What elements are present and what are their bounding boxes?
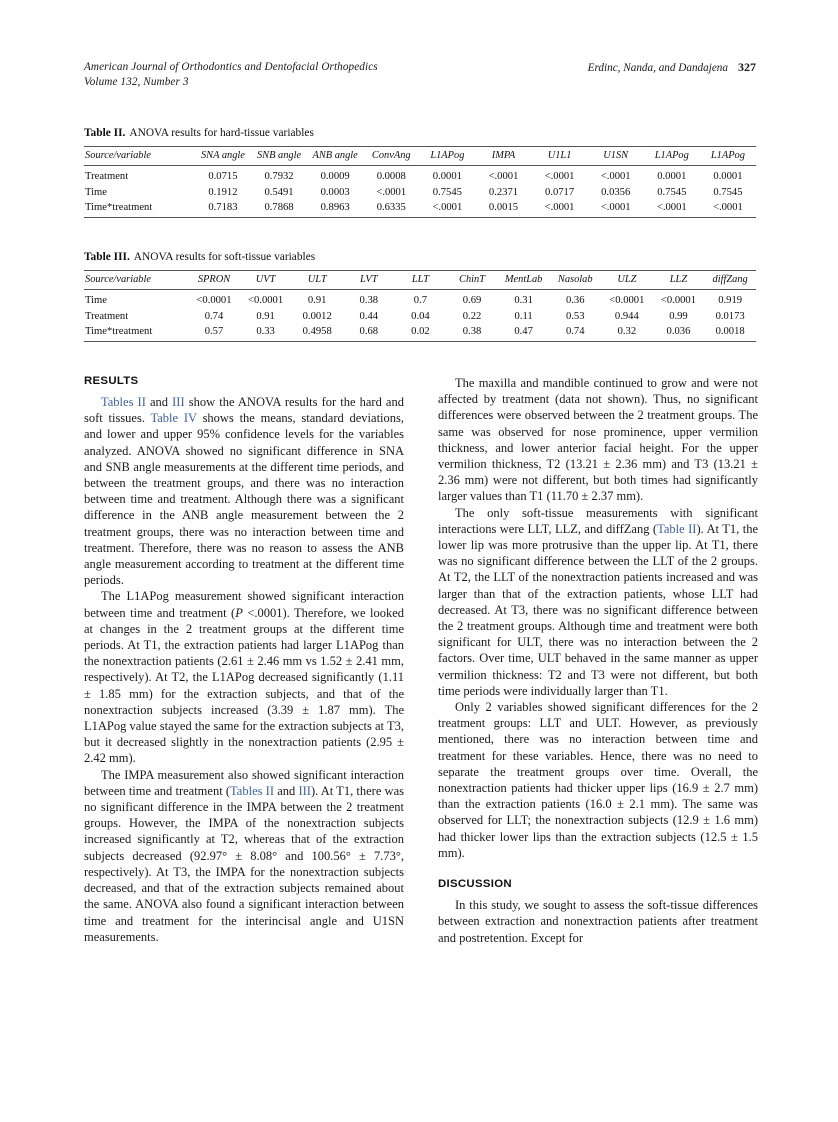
- table-2-block: [84, 126, 756, 218]
- table-3-header-row: [84, 271, 756, 290]
- p-value-cell: 0.944: [614, 310, 639, 322]
- table-2-number: Table II.: [84, 127, 126, 139]
- xref-table-3[interactable]: III: [172, 395, 185, 409]
- row-source-label: Time: [85, 295, 107, 306]
- row-source-label: Time: [85, 186, 107, 198]
- volume-issue: Volume 132, Number 3: [84, 76, 189, 88]
- page-number: 327: [738, 60, 756, 74]
- p-value-cell: <0.0001: [660, 295, 697, 306]
- p-value-cell: 0.99: [669, 310, 688, 322]
- results-p5-head: The only soft-tissue measurements with significant interactions were LLT, LLZ, and diffZang (: [438, 505, 758, 536]
- p-value-cell: 0.0715: [208, 171, 238, 182]
- discussion-heading: DISCUSSION: [438, 878, 512, 891]
- xref-table-4[interactable]: Table IV: [150, 411, 197, 426]
- p-value-cell: 0.0173: [715, 310, 745, 322]
- table2-header-l1apog: L1APog: [700, 147, 756, 166]
- table-3-number: Table III.: [84, 251, 130, 263]
- table2-header-convang: ConvAng: [363, 147, 419, 166]
- p-value-cell: 0.22: [462, 310, 482, 322]
- xref-table-2-c[interactable]: Table II: [657, 521, 697, 536]
- results-paragraph-6: Only 2 variables showed significant differences for the 2 treatment groups: LLT and ULT. However, as previously mentioned, there was no interaction between time and treatment for these variables. Hence, there was no need to separate the treatment groups over time. Overall, the nonextraction patients had thicker upper lips (16.9 ± 2.7 mm) than the extraction patients (16.0 ± 2.1 mm). The same was observed for LLT; the nonextraction subjects (12.9 ± 1.6 mm) had thicker lower lips than the extraction subjects (12.5 ± 1.5 mm).: [438, 700, 758, 860]
- p-value-cell: <0.0001: [609, 295, 645, 306]
- p-value-cell: 0.38: [446, 324, 498, 342]
- p-value-cell: 0.36: [565, 295, 585, 306]
- p-value-cell: 0.0001: [713, 171, 743, 182]
- p-value-cell: <.0001: [600, 171, 631, 182]
- column-left: [84, 375, 404, 1065]
- p-value-symbol: P: [235, 605, 243, 620]
- results-p2-head: The L1APog measurement showed significant interaction between time and treatment (: [84, 589, 404, 620]
- p-value-cell: 0.91: [307, 295, 327, 306]
- results-p3-tail: ). At T1, there was no significant difference in the IMPA between the 2 treatment groups. However, the IMPA of the nonextraction subjects increased significantly at T2, whereas that of the extraction subjects decreased (92.97° ± 8.08° and 100.56° ± 7.73°, respectively). At T3, the IMPA for the nonextraction subjects decreased, and that of the extraction subjects remained about the same. ANOVA also found a significant interaction between time and treatment for the interincisal angle and U1SN measurements.: [84, 783, 404, 944]
- row-source-label: Treatment: [85, 310, 129, 322]
- results-p1-mid: show the ANOVA results for the hard and soft tissues.: [84, 395, 404, 426]
- p-value-cell: 0.02: [395, 324, 447, 342]
- p-value-cell: 0.91: [256, 310, 275, 322]
- p-value-cell: 0.69: [462, 295, 482, 306]
- xref-tables-2-b[interactable]: Tables II: [230, 783, 274, 798]
- p-value-cell: 0.7545: [713, 186, 743, 198]
- table-3-block: [84, 250, 756, 342]
- p-value-cell: 0.33: [240, 324, 292, 342]
- p-value-cell: 0.0001: [657, 171, 687, 182]
- table2-header-sna-angle: SNA angle: [195, 147, 251, 166]
- p-value-cell: 0.5491: [264, 186, 294, 198]
- table2-header-impa: IMPA: [475, 147, 531, 166]
- results-paragraph-3: [84, 767, 404, 945]
- p-value-cell: 0.0356: [601, 186, 631, 198]
- row-source-label: Time*treatment: [84, 200, 195, 218]
- table2-header-l1apog: L1APog: [419, 147, 475, 166]
- table3-header-mentlab: MentLab: [498, 271, 550, 290]
- results-p2-tail: <.0001). Therefore, we looked at changes in the 2 treatment groups at the different time periods. At T1, the extraction patients had larger L1APog than the nonextraction patients (2.61 ± 2.46 mm vs 1.52 ± 2.41 mm, respectively). At T2, the L1APog decreased significantly (1.11 ± 1.85 mm) for the extraction subjects, and that of the nonextraction subjects increased (3.39 ± 1.87 mm). The L1APog value stayed the same for the extraction subjects at T3, but it decreased slightly in the nonextraction patients (2.95 ± 2.42 mm).: [84, 605, 404, 766]
- table-2: [84, 146, 756, 218]
- table2-header-l1apog: L1APog: [644, 147, 700, 166]
- p-value-cell: 0.0001: [432, 171, 462, 182]
- results-p5-tail: ). At T1, the lower lip was more protrusive than the upper lip. At T1, there was no significant difference between the LLT of the 2 groups. At T2, the LLT of the nonextraction patients increased and was larger than that of the extraction patients, whose LLT had decreased. At T3, there was no significant difference between the 2 treatment groups. Although time and treatment were both significant for ULT, there was no interaction between the 2 factors. Over time, ULT behaved in the same manner as upper vermilion thickness: T2 and T3 were not different, but both time periods were individually larger than T1.: [438, 521, 758, 698]
- table2-header-anb-angle: ANB angle: [307, 147, 363, 166]
- table-2-head: [84, 147, 756, 166]
- p-value-cell: 0.0012: [302, 310, 332, 322]
- p-value-cell: 0.7545: [657, 186, 687, 198]
- table3-header-ulz: ULZ: [601, 271, 653, 290]
- xref-tables-2[interactable]: Tables II: [101, 395, 146, 409]
- p-value-cell: 0.8963: [307, 200, 363, 218]
- results-paragraph-4: The maxilla and mandible continued to grow and were not affected by treatment (data not shown). Thus, no significant differences were observed between the 2 treatment groups. The same was observed for nose prominence, upper vermilion thickness, and lower anterior facial height. For the upper vermilion thickness, T2 (13.21 ± 2.36 mm) and T3 (13.21 ± 2.36 mm) were not different, but both times had significantly larger values than T1 (11.70 ± 2.37 mm).: [438, 376, 758, 504]
- p-value-cell: 0.036: [653, 324, 705, 342]
- table-row: [84, 184, 756, 200]
- p-value-cell: 0.7183: [195, 200, 251, 218]
- row-source-label: Treatment: [85, 171, 129, 182]
- p-value-cell: 0.74: [204, 310, 224, 322]
- results-paragraph-1: [84, 394, 404, 588]
- p-value-cell: <0.0001: [196, 295, 232, 306]
- p-value-cell: <0.0001: [248, 295, 284, 306]
- p-value-cell: <.0001: [532, 200, 588, 218]
- table3-header-uvt: UVT: [240, 271, 292, 290]
- p-value-cell: 0.0008: [376, 171, 406, 182]
- p-value-cell: 0.0003: [320, 186, 350, 198]
- table-2-body: [84, 166, 756, 218]
- p-value-cell: 0.0015: [475, 200, 531, 218]
- p-value-cell: 0.0018: [704, 324, 756, 342]
- table3-header-lvt: LVT: [343, 271, 395, 290]
- table-3: [84, 270, 756, 342]
- table-row: [84, 200, 756, 218]
- table3-header-nasolab: Nasolab: [549, 271, 601, 290]
- table-3-title: ANOVA results for soft-tissue variables: [133, 251, 316, 263]
- p-value-cell: 0.7: [413, 295, 428, 306]
- results-p3-head: The IMPA measurement also showed significant interaction between time and treatment (: [84, 767, 404, 798]
- p-value-cell: 0.0009: [320, 171, 350, 182]
- p-value-cell: 0.31: [514, 295, 533, 306]
- table3-header-llz: LLZ: [653, 271, 705, 290]
- table2-header-u1l1: U1L1: [532, 147, 588, 166]
- xref-table-3-b[interactable]: III: [298, 783, 311, 798]
- results-paragraph-5: [438, 505, 758, 699]
- p-value-cell: <.0001: [588, 200, 644, 218]
- table2-header-snb-angle: SNB angle: [251, 147, 307, 166]
- p-value-cell: 0.57: [188, 324, 240, 342]
- author-list: Erdinc, Nanda, and Dandajena: [587, 62, 728, 74]
- table3-header-ult: ULT: [291, 271, 343, 290]
- table-row: [84, 290, 756, 309]
- p-value-cell: 0.4958: [291, 324, 343, 342]
- p-value-cell: <.0001: [488, 171, 519, 182]
- table3-header-diffzang: diffZang: [704, 271, 756, 290]
- table-row: [84, 324, 756, 342]
- table3-header-llt: LLT: [395, 271, 447, 290]
- p-value-cell: 0.74: [549, 324, 601, 342]
- p-value-cell: 0.68: [343, 324, 395, 342]
- text-and: and: [145, 395, 173, 409]
- table-3-head: [84, 271, 756, 290]
- p-value-cell: <.0001: [644, 200, 700, 218]
- table-2-title: ANOVA results for hard-tissue variables: [129, 127, 314, 139]
- table-3-caption: [84, 250, 756, 264]
- p-value-cell: 0.04: [411, 310, 430, 322]
- p-value-cell: 0.7545: [432, 186, 462, 198]
- running-head: [84, 60, 756, 94]
- table3-header-spron: SPRON: [188, 271, 240, 290]
- p-value-cell: 0.6335: [363, 200, 419, 218]
- p-value-cell: <.0001: [419, 200, 475, 218]
- table-3-body: [84, 290, 756, 342]
- column-right: [438, 375, 758, 1065]
- table-2-caption: [84, 126, 756, 140]
- p-value-cell: 0.11: [514, 310, 533, 322]
- table-2-header-row: [84, 147, 756, 166]
- table2-header-u1sn: U1SN: [588, 147, 644, 166]
- p-value-cell: 0.0717: [545, 186, 575, 198]
- p-value-cell: 0.53: [565, 310, 585, 322]
- journal-title: American Journal of Orthodontics and Dentofacial Orthopedics: [84, 61, 378, 73]
- p-value-cell: <.0001: [544, 171, 575, 182]
- p-value-cell: 0.7932: [264, 171, 294, 182]
- p-value-cell: 0.32: [601, 324, 653, 342]
- table-row: [84, 308, 756, 324]
- results-p3-and: and: [274, 783, 299, 798]
- p-value-cell: 0.2371: [488, 186, 519, 198]
- table3-header-chint: ChinT: [446, 271, 498, 290]
- results-p1-tail: shows the means, standard deviations, and lower and upper 95% confidence levels for the variables analyzed. ANOVA showed no significant difference in SNA and SNB angle measurements at the different time periods, and between the treatment groups, and there was no interaction between time and treatment. Although there was a significant difference in the ANB angle measurement between the 2 treatment groups, there was no interaction between time and treatment. Therefore, there was no reason to assess the ANB angle measurement according to treatment at the different time periods.: [84, 411, 405, 588]
- p-value-cell: 0.44: [359, 310, 379, 322]
- row-source-label: Time*treatment: [84, 324, 188, 342]
- p-value-cell: 0.919: [718, 295, 743, 306]
- table2-header-source: Source/variable: [84, 147, 195, 166]
- table-row: [84, 166, 756, 185]
- running-head-authors-page: [588, 60, 756, 76]
- body-columns: [84, 375, 758, 1065]
- p-value-cell: 0.38: [359, 295, 379, 306]
- p-value-cell: <.0001: [376, 186, 407, 198]
- results-heading: RESULTS: [84, 375, 139, 387]
- p-value-cell: 0.47: [498, 324, 550, 342]
- p-value-cell: 0.1912: [208, 186, 238, 198]
- running-head-journal: [84, 60, 378, 90]
- p-value-cell: <.0001: [700, 200, 756, 218]
- table3-header-source: Source/variable: [84, 271, 188, 290]
- discussion-paragraph-1: In this study, we sought to assess the soft-tissue differences between extraction and nonextraction patients after treatment and postretention. Except for: [438, 898, 758, 945]
- p-value-cell: 0.7868: [251, 200, 307, 218]
- results-paragraph-2: [84, 588, 404, 766]
